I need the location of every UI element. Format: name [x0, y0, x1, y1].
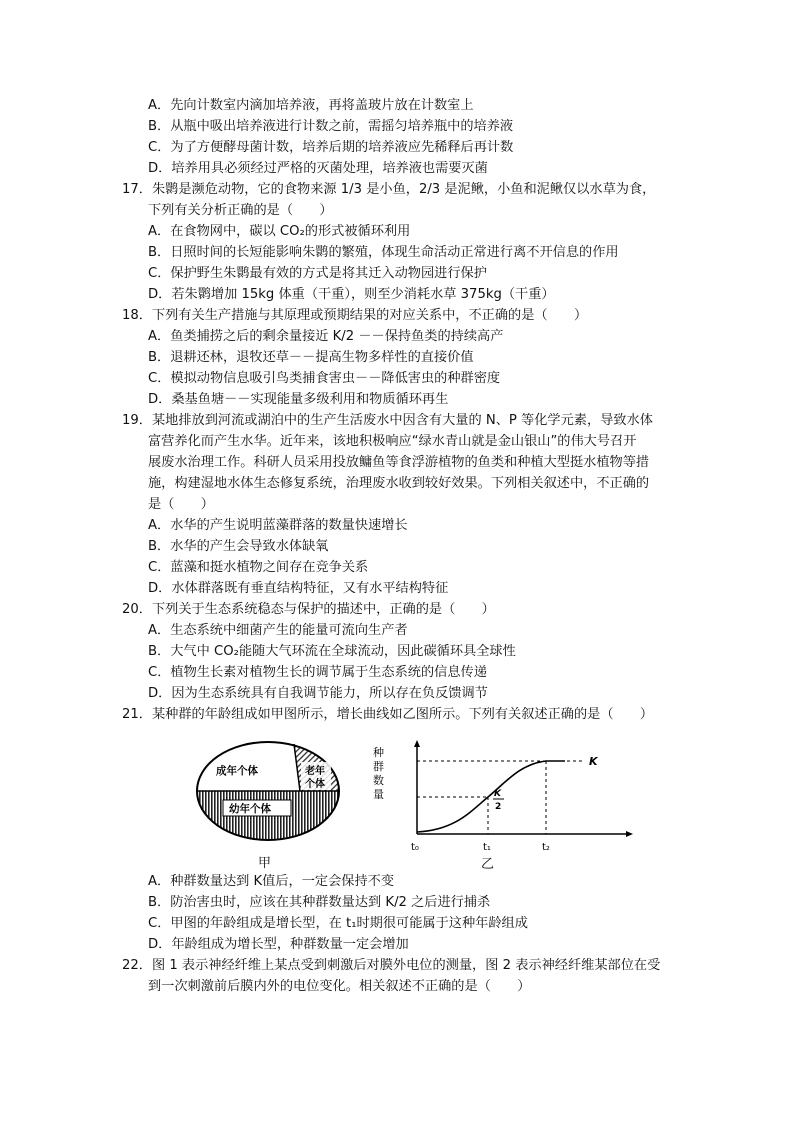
k2-label-bottom: 2	[495, 802, 502, 812]
q17-option-b: B．日照时间的长短能影响朱鹮的繁殖，体现生命活动正常进行离不开信息的作用	[148, 245, 619, 260]
q17-option-a: A．在食物网中，碳以 CO₂的形式被循环利用	[148, 224, 411, 239]
q18-option-d: D．桑基鱼塘－－实现能量多级利用和物质循环再生	[148, 392, 449, 407]
q21-number: 21．	[122, 707, 152, 722]
q19-stem-cont-2: 展废水治理工作。科研人员采用投放鳙鱼等食浮游植物的鱼类和种植大型挺水植物等措	[148, 455, 650, 470]
q16-option-b: B．从瓶中吸出培养液进行计数之前，需摇匀培养瓶中的培养液	[148, 119, 514, 134]
q22-stem-cont: 到一次刺激前后膜内外的电位变化。相关叙述不正确的是（ ）	[148, 979, 531, 994]
t1-label: t₁	[483, 842, 491, 853]
old-label-1: 老年	[305, 766, 325, 777]
q21-option-c: C．甲图的年龄组成是增长型，在 t₁时期很可能属于这种年龄组成	[148, 916, 528, 931]
figure-yi-caption: 乙	[481, 857, 495, 872]
k-label: K	[589, 755, 598, 768]
old-label-2: 个体	[305, 779, 325, 790]
ylabel-4: 量	[373, 788, 384, 801]
q21-option-a: A．种群数量达到 K值后，一定会保持不变	[148, 874, 395, 889]
ylabel-2: 群	[373, 760, 384, 773]
q16-option-c: C．为了方便酵母菌计数，培养后期的培养液应先稀释后再计数	[148, 140, 514, 155]
figure-jia-caption: 甲	[258, 856, 272, 871]
q18-option-b: B．退耕还林，退牧还草－－提高生物多样性的直接价值	[148, 350, 474, 365]
q17-option-d: D．若朱鹮增加 15kg 体重（干重），则至少消耗水草 375kg（干重）	[148, 287, 555, 302]
q18-number: 18．	[122, 308, 152, 323]
q18-option-a: A．鱼类捕捞之后的剩余量接近 K/2 －－保持鱼类的持续高产	[148, 329, 504, 344]
figure-yi-growth-curve	[370, 740, 635, 855]
q20-option-d: D．因为生态系统具有自我调节能力，所以存在负反馈调节	[148, 686, 488, 701]
q20-option-b: B．大气中 CO₂能随大气环流在全球流动，因此碳循环具全球性	[148, 644, 516, 659]
q17-number: 17．	[122, 182, 152, 197]
q19-option-b: B．水华的产生会导致水体缺氧	[148, 539, 329, 554]
q21-option-d: D．年龄组成为增长型，种群数量一定会增加	[148, 937, 409, 952]
figure-jia-age-pie	[190, 738, 350, 844]
q20-number: 20．	[122, 602, 152, 617]
q19-stem-cont-4: 是（ ）	[148, 497, 214, 512]
q19-option-c: C．蓝藻和挺水植物之间存在竞争关系	[148, 560, 369, 575]
q22-stem: 22．图 1 表示神经纤维上某点受到刺激后对膜外电位的测量，图 2 表示神经纤维某部位在受	[122, 958, 661, 973]
adult-label: 成年个体	[216, 765, 258, 777]
young-label: 幼年个体	[229, 803, 271, 815]
q18-stem: 18．下列有关生产措施与其原理或预期结果的对应关系中，不正确的是（ ）	[122, 308, 588, 323]
ylabel-1: 种	[373, 746, 384, 759]
s-curve	[417, 761, 565, 832]
q19-number: 19．	[122, 413, 152, 428]
q22-number: 22．	[122, 958, 152, 973]
q19-stem-cont-1: 富营养化而产生水华。近年来，该地积极响应“绿水青山就是金山银山”的伟大号召开	[148, 434, 637, 449]
q19-option-a: A．水华的产生说明蓝藻群落的数量快速增长	[148, 518, 408, 533]
q20-option-a: A．生态系统中细菌产生的能量可流向生产者	[148, 623, 408, 638]
q20-option-c: C．植物生长素对植物生长的调节属于生态系统的信息传递	[148, 665, 487, 680]
t0-label: t₀	[411, 842, 419, 853]
q18-option-c: C．模拟动物信息吸引鸟类捕食害虫－－降低害虫的种群密度	[148, 371, 501, 386]
q21-stem: 21．某种群的年龄组成如甲图所示，增长曲线如乙图所示。下列有关叙述正确的是（ ）	[122, 707, 654, 722]
q19-stem: 19．某地排放到河流或湖泊中的生产生活废水中因含有大量的 N、P 等化学元素，导致水体	[122, 413, 653, 428]
q17-stem-cont: 下列有关分析正确的是（ ）	[148, 203, 333, 218]
k2-label-top: K	[494, 789, 501, 799]
q16-option-a: A．先向计数室内滴加培养液，再将盖玻片放在计数室上	[148, 98, 474, 113]
q17-stem: 17．朱鹮是濒危动物，它的食物来源 1/3 是小鱼，2/3 是泥鳅，小鱼和泥鳅仅以水草为食，	[122, 182, 656, 197]
q21-option-b: B．防治害虫时，应该在其种群数量达到 K/2 之后进行捕杀	[148, 895, 491, 910]
young-segment	[190, 791, 350, 844]
q16-option-d: D．培养用具必须经过严格的灭菌处理，培养液也需要灭菌	[148, 161, 488, 176]
q20-stem: 20．下列关于生态系统稳态与保护的描述中，正确的是（ ）	[122, 602, 495, 617]
ylabel-3: 数	[373, 774, 384, 787]
q19-option-d: D．水体群落既有垂直结构特征，又有水平结构特征	[148, 581, 449, 596]
q19-stem-cont-3: 施，构建湿地水体生态修复系统，治理废水收到较好效果。下列相关叙述中，不正确的	[148, 476, 650, 491]
q17-option-c: C．保护野生朱鹮最有效的方式是将其迁入动物园进行保护	[148, 266, 487, 281]
t2-label: t₂	[542, 842, 550, 853]
